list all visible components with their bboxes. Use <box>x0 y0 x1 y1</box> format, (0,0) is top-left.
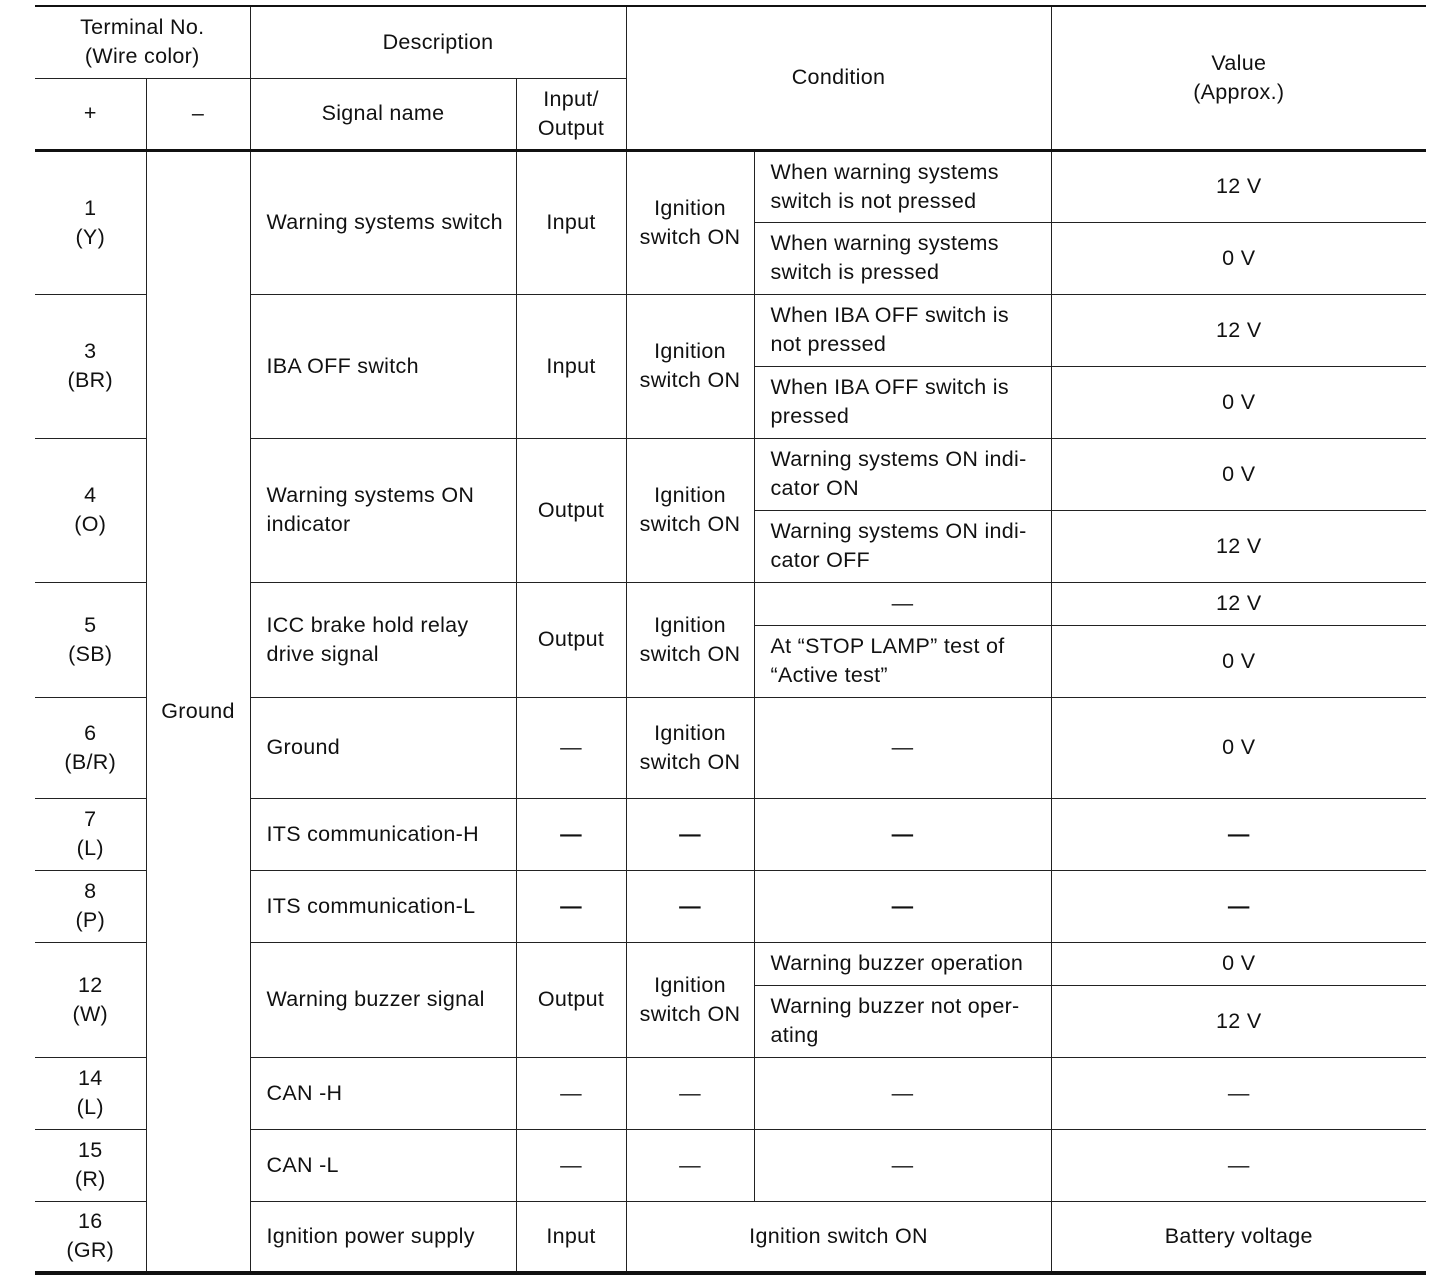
condition-main: — <box>626 798 754 870</box>
header-description: Description <box>250 6 626 78</box>
header-input-output: Input/ Output <box>516 78 626 150</box>
header-signal-name: Signal name <box>250 78 516 150</box>
io-type: — <box>516 1057 626 1129</box>
value-cell: 12 V <box>1051 150 1426 222</box>
condition-main: Ignition switch ON <box>626 1201 1051 1273</box>
condition-main: — <box>626 1057 754 1129</box>
signal-name: ICC brake hold relay drive signal <box>250 582 516 697</box>
signal-name: ITS communication-L <box>250 870 516 942</box>
header-value: Value (Approx.) <box>1051 6 1426 150</box>
header-terminal-no: Terminal No. (Wire color) <box>35 6 250 78</box>
io-type: Input <box>516 1201 626 1273</box>
condition-detail: — <box>754 870 1051 942</box>
value-cell: 0 V <box>1051 625 1426 697</box>
condition-detail: — <box>754 1129 1051 1201</box>
condition-detail: Warning systems ON indi-cator OFF <box>754 510 1051 582</box>
condition-detail: When warning systems switch is pressed <box>754 222 1051 294</box>
terminal-number: 15 (R) <box>35 1129 146 1201</box>
io-type: Input <box>516 150 626 294</box>
terminal-table <box>35 5 1426 1275</box>
terminal-number: 7 (L) <box>35 798 146 870</box>
value-cell: — <box>1051 1129 1426 1201</box>
value-cell: Battery voltage <box>1051 1201 1426 1273</box>
io-type: — <box>516 697 626 798</box>
value-cell: 0 V <box>1051 366 1426 438</box>
terminal-number: 12 (W) <box>35 942 146 1057</box>
terminal-number: 4 (O) <box>35 438 146 582</box>
condition-detail: When warning systems switch is not pressed <box>754 150 1051 222</box>
condition-detail: — <box>754 1057 1051 1129</box>
header-minus: – <box>146 78 250 150</box>
terminal-number: 16 (GR) <box>35 1201 146 1273</box>
io-type: Input <box>516 294 626 438</box>
signal-name: Ignition power supply <box>250 1201 516 1273</box>
condition-detail: When IBA OFF switch is not pressed <box>754 294 1051 366</box>
condition-main: Ignition switch ON <box>626 150 754 294</box>
signal-name: ITS communication-H <box>250 798 516 870</box>
condition-main: Ignition switch ON <box>626 697 754 798</box>
value-cell: 0 V <box>1051 697 1426 798</box>
value-cell: 12 V <box>1051 985 1426 1057</box>
condition-detail: When IBA OFF switch is pressed <box>754 366 1051 438</box>
condition-main: — <box>626 870 754 942</box>
header-condition: Condition <box>626 6 1051 150</box>
header-plus: + <box>35 78 146 150</box>
signal-name: Ground <box>250 697 516 798</box>
signal-name: CAN -L <box>250 1129 516 1201</box>
signal-name: Warning systems ON indicator <box>250 438 516 582</box>
signal-name: Warning buzzer signal <box>250 942 516 1057</box>
value-cell: 12 V <box>1051 582 1426 625</box>
terminal-number: 5 (SB) <box>35 582 146 697</box>
io-type: Output <box>516 438 626 582</box>
io-type: — <box>516 1129 626 1201</box>
signal-name: CAN -H <box>250 1057 516 1129</box>
value-cell: 0 V <box>1051 222 1426 294</box>
io-type: Output <box>516 582 626 697</box>
terminal-number: 8 (P) <box>35 870 146 942</box>
terminal-number: 6 (B/R) <box>35 697 146 798</box>
io-type: — <box>516 798 626 870</box>
table-row <box>35 150 1426 222</box>
value-cell: — <box>1051 870 1426 942</box>
condition-detail: — <box>754 798 1051 870</box>
value-cell: 12 V <box>1051 294 1426 366</box>
condition-main: Ignition switch ON <box>626 294 754 438</box>
condition-main: Ignition switch ON <box>626 942 754 1057</box>
signal-name: Warning systems switch <box>250 150 516 294</box>
ground-cell: Ground <box>146 150 250 1273</box>
value-cell: — <box>1051 1057 1426 1129</box>
condition-detail: At “STOP LAMP” test of “Active test” <box>754 625 1051 697</box>
terminal-number: 1 (Y) <box>35 150 146 294</box>
condition-detail: — <box>754 582 1051 625</box>
value-cell: 0 V <box>1051 438 1426 510</box>
condition-detail: Warning systems ON indi-cator ON <box>754 438 1051 510</box>
terminal-number: 3 (BR) <box>35 294 146 438</box>
condition-main: — <box>626 1129 754 1201</box>
io-type: — <box>516 870 626 942</box>
terminal-number: 14 (L) <box>35 1057 146 1129</box>
condition-detail: — <box>754 697 1051 798</box>
condition-detail: Warning buzzer not oper-ating <box>754 985 1051 1057</box>
condition-main: Ignition switch ON <box>626 582 754 697</box>
signal-name: IBA OFF switch <box>250 294 516 438</box>
condition-main: Ignition switch ON <box>626 438 754 582</box>
value-cell: 12 V <box>1051 510 1426 582</box>
condition-detail: Warning buzzer operation <box>754 942 1051 985</box>
value-cell: — <box>1051 798 1426 870</box>
value-cell: 0 V <box>1051 942 1426 985</box>
io-type: Output <box>516 942 626 1057</box>
